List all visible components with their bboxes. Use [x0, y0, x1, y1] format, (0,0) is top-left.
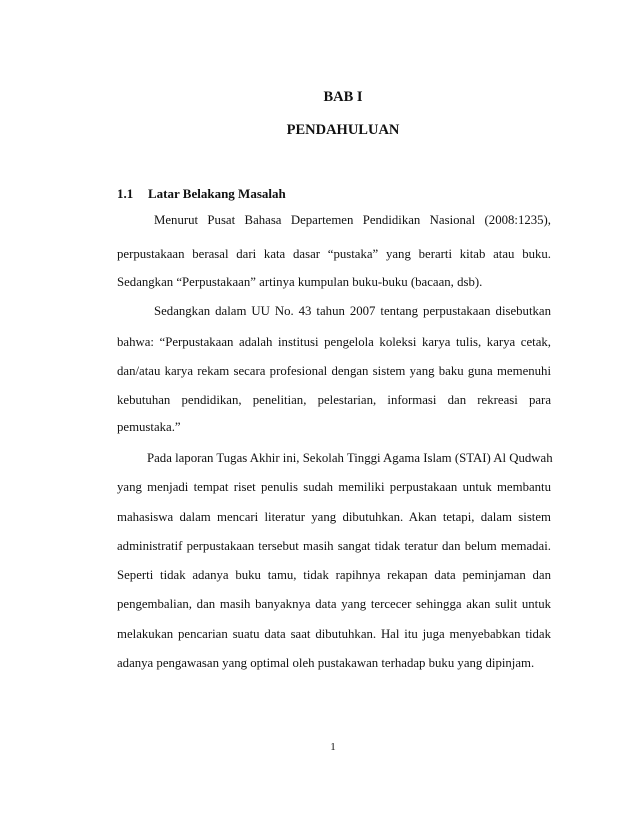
paragraph-line: mahasiswa dalam mencari literatur yang dibutuhkan. Akan tetapi, dalam sistem	[117, 510, 551, 524]
chapter-label: BAB I	[323, 89, 363, 105]
paragraph-line: dan/atau karya rekam secara profesional dengan sistem yang baku guna memenuhi	[117, 364, 551, 378]
paragraph-line: adanya pengawasan yang optimal oleh pustakawan terhadap buku yang dipinjam.	[117, 656, 535, 670]
paragraph-line: perpustakaan berasal dari kata dasar “pustaka” yang berarti kitab atau buku.	[117, 247, 551, 261]
paragraph-line: Sedangkan dalam UU No. 43 tahun 2007 tentang perpustakaan disebutkan	[154, 304, 551, 318]
paragraph-line: administratif perpustakaan tersebut masih sangat tidak teratur dan belum memadai.	[117, 539, 551, 553]
paragraph-line: Menurut Pusat Bahasa Departemen Pendidikan Nasional (2008:1235),	[154, 213, 551, 227]
paragraph-line: Seperti tidak adanya buku tamu, tidak rapihnya rekapan data peminjaman dan	[117, 568, 551, 582]
paragraph-line: bahwa: “Perpustakaan adalah institusi pengelola koleksi karya tulis, karya cetak,	[117, 335, 551, 349]
section-heading	[117, 186, 286, 202]
paragraph-line: Pada laporan Tugas Akhir ini, Sekolah Tinggi Agama Islam (STAI) Al Qudwah	[147, 451, 553, 465]
section-title: Latar Belakang Masalah	[148, 186, 286, 201]
paragraph-line: melakukan pencarian suatu data saat dibutuhkan. Hal itu juga menyebabkan tidak	[117, 627, 551, 641]
paragraph-line: pemustaka.”	[117, 420, 181, 434]
paragraph-line: Sedangkan “Perpustakaan” artinya kumpulan buku-buku (bacaan, dsb).	[117, 275, 483, 289]
page-number: 1	[330, 741, 336, 753]
chapter-title: PENDAHULUAN	[286, 122, 400, 138]
paragraph-line: pengembalian, dan masih banyaknya data yang tercecer sehingga akan sulit untuk	[117, 597, 551, 611]
section-number: 1.1	[117, 186, 134, 201]
paragraph-line: kebutuhan pendidikan, penelitian, pelestarian, informasi dan rekreasi para	[117, 393, 551, 407]
paragraph-line: yang menjadi tempat riset penulis sudah memiliki perpustakaan untuk membantu	[117, 480, 551, 494]
